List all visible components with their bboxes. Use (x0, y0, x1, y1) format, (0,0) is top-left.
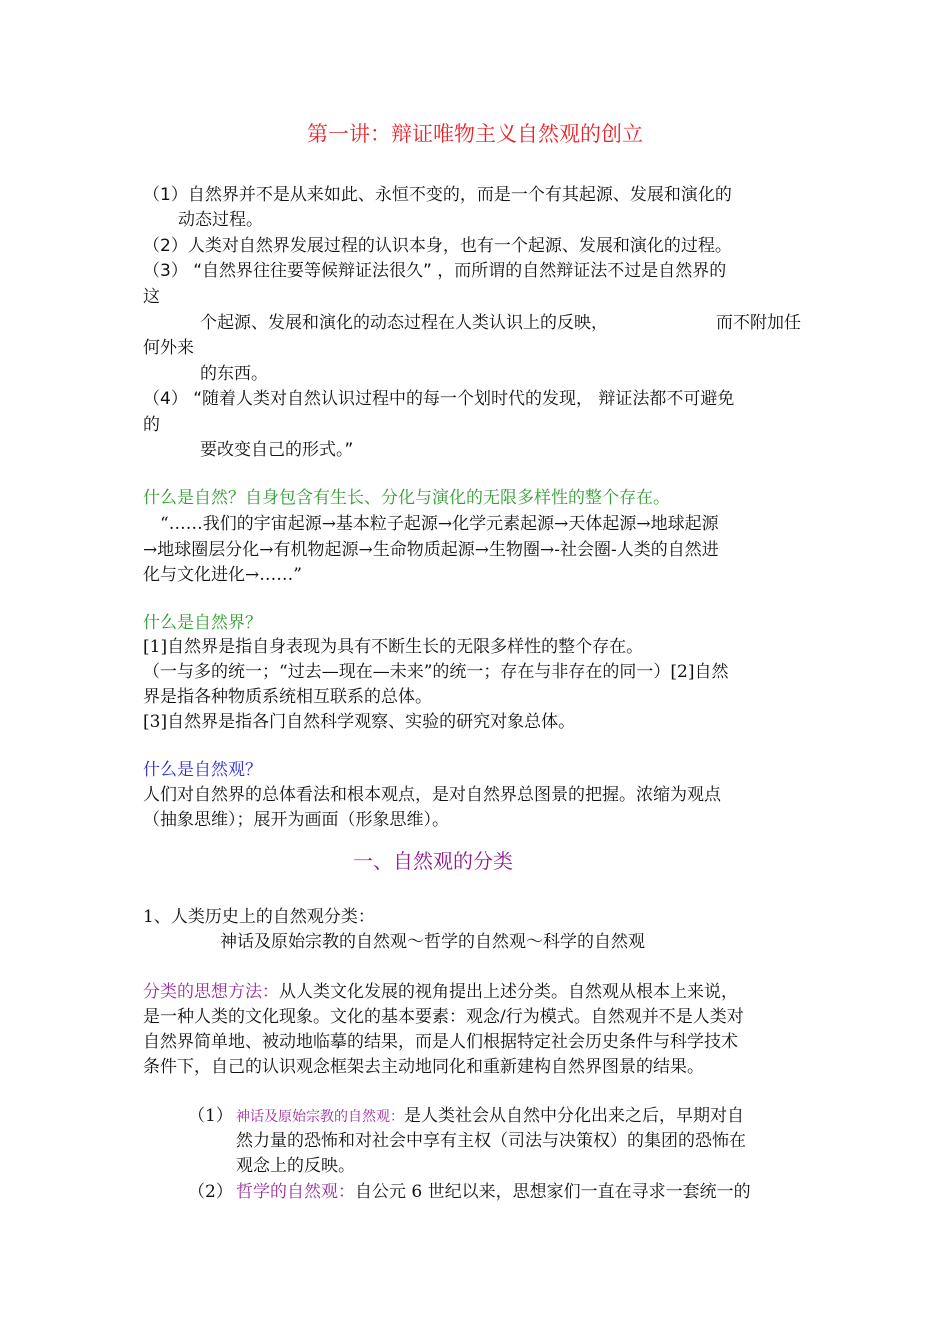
point-3-line-5: 的东西。 (200, 364, 268, 384)
natural-world-line-4: [3]自然界是指各门自然科学观察、实验的研究对象总体。 (143, 712, 576, 732)
method-label: 分类的思想方法： (143, 982, 279, 1002)
point-1-line-1: （1）自然界并不是从来如此、永恒不变的，而是一个有其起源、发展和演化的 (143, 185, 732, 205)
method-text: 从人类文化发展的视角提出上述分类。自然观从根本上来说， (279, 982, 738, 1002)
point-3-line-2: 这 (143, 287, 160, 307)
natural-world-line-2: （一与多的统一；“过去—现在—未来”的统一；存在与非存在的同一）[2]自然 (143, 662, 729, 682)
point-3-line-1: （3） “自然界往往要等候辩证法很久” ，而所谓的自然辩证法不过是自然界的 (143, 261, 727, 281)
view-of-nature-line-2: （抽象思维）；展开为画面（形象思维）。 (143, 810, 449, 830)
classification-sequence: 神话及原始宗教的自然观～哲学的自然观～科学的自然观 (220, 932, 645, 952)
nature-line-2: →地球圈层分化→有机物起源→生命物质起源→生物圈→-社会圈-人类的自然进 (143, 540, 719, 560)
point-4-line-2: 的 (143, 415, 160, 435)
item-2-number: （2） (188, 1182, 233, 1202)
method-line-2: 是一种人类的文化现象。文化的基本要素：观念/行为模式。自然观并不是人类对 (143, 1007, 744, 1027)
item-1-line-1 (236, 1104, 744, 1129)
item-1-text: 是人类社会从自然中分化出来之后，早期对自 (404, 1106, 744, 1126)
nature-question: 什么是自然？自身包含有生长、分化与演化的无限多样性的整个存在。 (143, 488, 670, 508)
page-title: 第一讲：辩证唯物主义自然观的创立 (307, 122, 643, 146)
nature-line-3: 化与文化进化→……” (143, 565, 302, 585)
method-line-1 (143, 980, 738, 1004)
point-4-line-3: 要改变自己的形式。” (200, 440, 354, 460)
natural-world-question: 什么是自然界？ (143, 613, 262, 633)
section-subheading: 1、人类历史上的自然观分类： (143, 907, 375, 927)
nature-line-1: “……我们的宇宙起源→基本粒子起源→化学元素起源→天体起源→地球起源 (160, 514, 719, 534)
method-line-4: 条件下，自己的认识观念框架去主动地同化和重新建构自然界图景的结果。 (143, 1057, 704, 1077)
item-1-number: （1） (188, 1106, 233, 1126)
view-of-nature-line-1: 人们对自然界的总体看法和根本观点，是对自然界总图景的把握。浓缩为观点 (143, 785, 721, 805)
point-3-line-3b: 而不附加任 (716, 313, 801, 333)
item-2-label: 哲学的自然观： (236, 1182, 355, 1202)
item-2-line-1 (236, 1180, 751, 1204)
item-1-line-2: 然力量的恐怖和对社会中享有主权（司法与决策权）的集团的恐怖在 (236, 1131, 746, 1151)
item-1-line-3: 观念上的反映。 (236, 1156, 355, 1176)
point-3-line-4: 何外来 (143, 338, 194, 358)
point-2: （2）人类对自然界发展过程的认识本身，也有一个起源、发展和演化的过程。 (143, 236, 732, 256)
point-1-line-2: 动态过程。 (178, 210, 263, 230)
item-2-text: 自公元 6 世纪以来，思想家们一直在寻求一套统一的 (355, 1182, 751, 1202)
view-of-nature-question: 什么是自然观？ (143, 760, 262, 780)
natural-world-line-3: 界是指各种物质系统相互联系的总体。 (143, 687, 432, 707)
item-1-label: 神话及原始宗教的自然观： (236, 1109, 404, 1125)
section-heading: 一、自然观的分类 (353, 849, 513, 873)
point-3-line-3: 个起源、发展和演化的动态过程在人类认识上的反映， (200, 313, 608, 333)
point-4-line-1: （4） “随着人类对自然认识过程中的每一个划时代的发现， 辩证法都不可避免 (143, 389, 735, 409)
natural-world-line-1: [1]自然界是指自身表现为具有不断生长的无限多样性的整个存在。 (143, 637, 644, 657)
method-line-3: 自然界简单地、被动地临摹的结果，而是人们根据特定社会历史条件与科学技术 (143, 1032, 738, 1052)
